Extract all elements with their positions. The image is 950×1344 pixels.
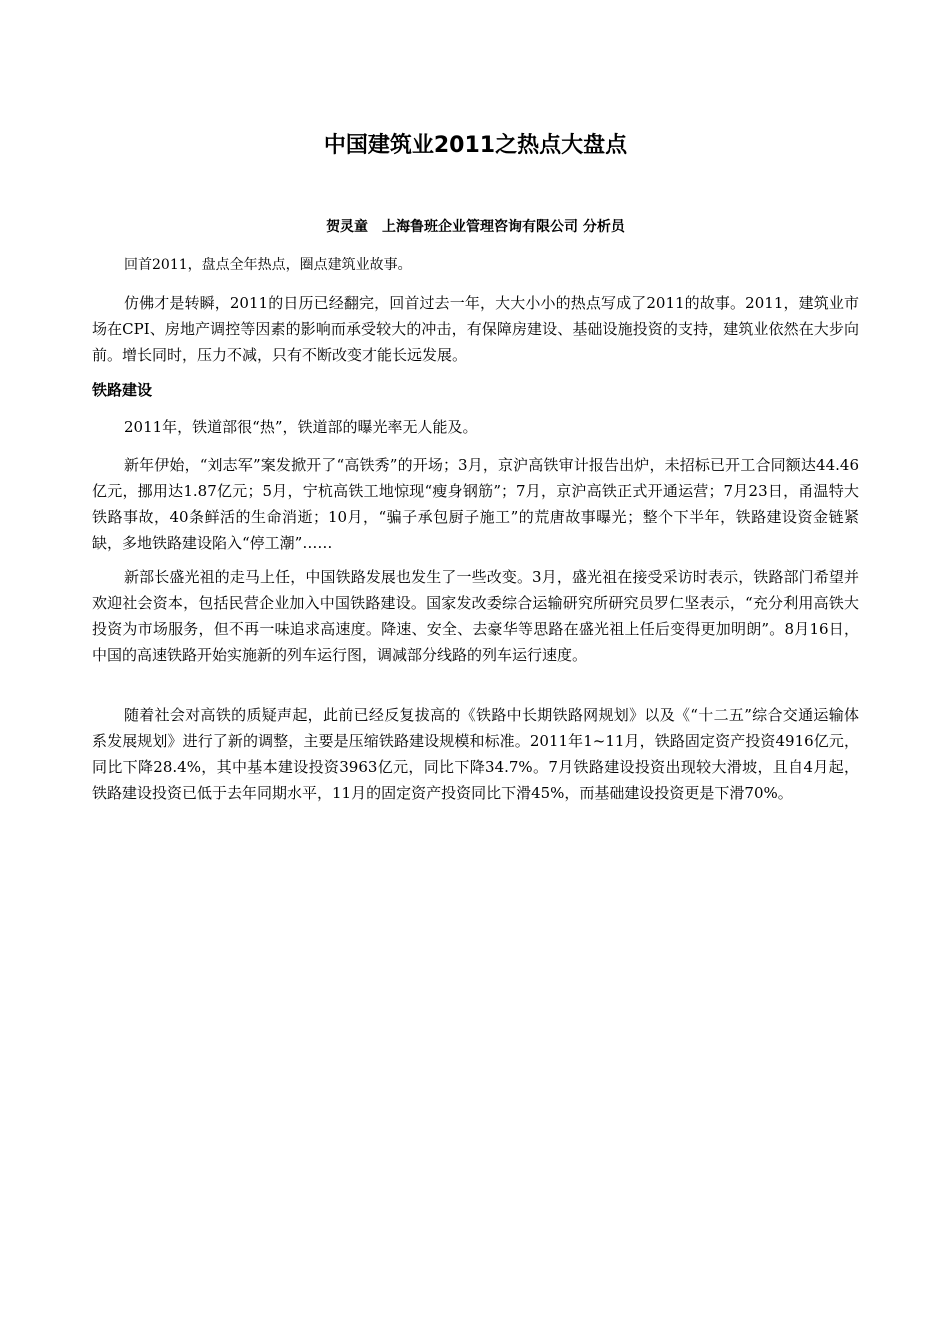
paragraph-railway-intro: 2011年，铁道部很“热”，铁道部的曝光率无人能及。 xyxy=(124,418,478,436)
section-heading-railway: 铁路建设 xyxy=(92,381,153,399)
paragraph-overview: 仿佛才是转瞬，2011的日历已经翻完，回首过去一年，大大小小的热点写成了2011的故事。2011，建筑业市场在CPI、房地产调控等因素的影响而承受较大的冲击，有保障房建设、基础设施投资的支持，建筑业依然在大步向前。增长同时，压力不减，只有不断改变才能长远发展。 xyxy=(92,294,859,364)
author-byline: 贺灵童 上海鲁班企业管理咨询有限公司 分析员 xyxy=(326,219,625,235)
paragraph-railway-minister: 新部长盛光祖的走马上任，中国铁路发展也发生了一些改变。3月，盛光祖在接受采访时表示，铁路部门希望并欢迎社会资本，包括民营企业加入中国铁路建设。国家发改委综合运输研究所研究员罗仁坚表示，“充分利用高铁大投资为市场服务，但不再一味追求高速度。降速、安全、去豪华等思路在盛光祖上任后变得更加明朗”。8月16日，中国的高速铁路开始实施新的列车运行图，调减部分线路的列车运行速度。 xyxy=(92,568,859,664)
intro-line: 回首2011，盘点全年热点，圈点建筑业故事。 xyxy=(124,257,412,273)
paragraph-railway-investment: 随着社会对高铁的质疑声起，此前已经反复拔高的《铁路中长期铁路网规划》以及《“十二五”综合交通运输体系发展规划》进行了新的调整，主要是压缩铁路建设规模和标准。2011年1~11月，铁路固定资产投资4916亿元，同比下降28.4%，其中基本建设投资3963亿元，同比下降34.7%。7月铁路建设投资出现较大滑坡，且自4月起， 铁路建设投资已低于去年同期水平，11月的固定资产投资同比下滑45%，而基础建设投资更是下滑70%。 xyxy=(92,706,859,802)
document-title: 中国建筑业2011之热点大盘点 xyxy=(323,133,628,158)
paragraph-railway-events: 新年伊始，“刘志军”案发掀开了“高铁秀”的开场；3月，京沪高铁审计报告出炉，未招标已开工合同额达44.46亿元，挪用达1.87亿元；5月，宁杭高铁工地惊现“瘦身钢筋”；7月，京沪高铁正式开通运营；7月23日，甬温特大铁路事故，40条鲜活的生命消逝；10月，“骗子承包厨子施工”的荒唐故事曝光；整个下半年，铁路建设资金链紧缺，多地铁路建设陷入“停工潮”…… xyxy=(92,456,859,552)
